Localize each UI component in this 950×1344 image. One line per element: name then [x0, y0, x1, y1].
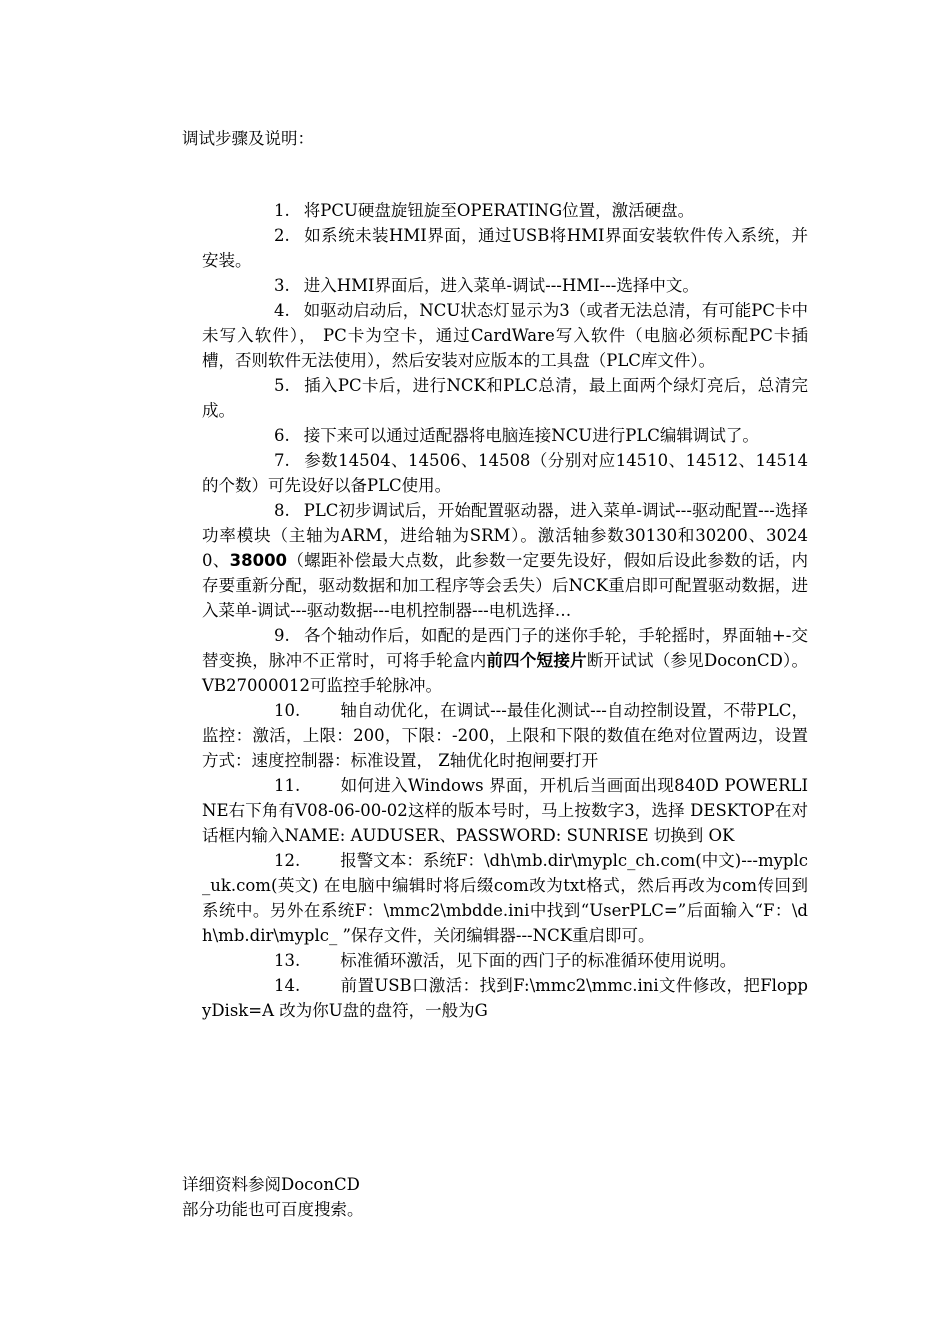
step-item	[202, 423, 808, 448]
step-number: 10.	[274, 701, 301, 720]
step-text: 插入PC卡后，进行NCK和PLC总清，最上面两个绿灯亮后，总清完成。	[202, 376, 808, 420]
step-item	[202, 273, 808, 298]
step-number: 9.	[274, 626, 290, 645]
step-number: 4.	[274, 301, 290, 320]
step-item	[202, 223, 808, 273]
step-number: 5.	[274, 376, 290, 395]
step-item	[202, 773, 808, 848]
document-title: 调试步骤及说明：	[182, 129, 314, 148]
step-item	[202, 498, 808, 623]
step-number: 11.	[274, 776, 301, 795]
step-text: 标准循环激活，见下面的西门子的标准循环使用说明。	[340, 951, 737, 970]
step-bold-text: 38000	[229, 551, 288, 570]
step-number: 3.	[274, 276, 290, 295]
step-number: 7.	[274, 451, 290, 470]
footer-line: 部分功能也可百度搜索。	[182, 1200, 364, 1219]
step-item	[202, 973, 808, 1023]
steps-list	[202, 198, 808, 1023]
step-number: 8.	[274, 501, 290, 520]
step-bold-text: 前四个短接片	[486, 651, 587, 670]
step-text: 报警文本：系统F：\dh\mb.dir\myplc_ch.com(中文)---myplc_uk.com(英文) 在电脑中编辑时将后缀com改为txt格式，然后再改为com传回到系统中。另外在系统F：\mmc2\mbdde.ini中找到“UserPLC=”后面输入“F：\dh\mb.dir\myplc_ ”保存文件，关闭编辑器---NCK重启即可。	[202, 851, 808, 945]
step-item	[202, 298, 808, 373]
step-text: 轴自动优化，在调试---最佳化测试---自动控制设置，不带PLC，监控：激活，上限：200，下限：-200，上限和下限的数值在绝对位置两边，设置方式：速度控制器：标准设置， Z轴优化时抱闸要打开	[202, 701, 808, 770]
footer-line: 详细资料参阅DoconCD	[182, 1175, 360, 1194]
step-number: 2.	[274, 226, 290, 245]
step-text: 将PCU硬盘旋钮旋至OPERATING位置，激活硬盘。	[303, 201, 695, 220]
step-item	[202, 698, 808, 773]
step-text: 参数14504、14506、14508（分别对应14510、14512、14514的个数）可先设好以备PLC使用。	[202, 451, 808, 495]
step-item	[202, 848, 808, 948]
step-number: 14.	[274, 976, 301, 995]
step-text: 各个轴动作后，如配的是西门子的迷你手轮，手轮摇时，界面轴+-交替变换，脉冲不正常时，可将手轮盒内	[202, 626, 808, 670]
step-number: 12.	[274, 851, 301, 870]
step-item	[202, 373, 808, 423]
footer-notes	[182, 1172, 364, 1222]
step-number: 6.	[274, 426, 290, 445]
step-text: 前置USB口激活：找到F:\mmc2\mmc.ini文件修改，把FloppyDisk=A 改为你U盘的盘符，一般为G	[202, 976, 808, 1020]
step-text: （螺距补偿最大点数，此参数一定要先设好，假如后设此参数的话，内存要重新分配，驱动数据和加工程序等会丢失）后NCK重启即可配置驱动数据，进入菜单-调试---驱动数据---电机控制器---电机选择…	[202, 551, 809, 620]
step-text: 进入HMI界面后，进入菜单-调试---HMI---选择中文。	[303, 276, 699, 295]
step-text: 如驱动启动后，NCU状态灯显示为3（或者无法总清，有可能PC卡中未写入软件）， PC卡为空卡，通过CardWare写入软件（电脑必须标配PC卡插槽，否则软件无法使用），然后安装对应版本的工具盘（PLC库文件）。	[202, 301, 808, 370]
step-item	[202, 448, 808, 498]
step-text: 断开试试（参见DoconCD）。VB27000012可监控手轮脉冲。	[202, 651, 809, 695]
step-item	[202, 623, 808, 698]
step-number: 13.	[274, 951, 301, 970]
step-item	[202, 198, 808, 223]
step-text: 如系统未装HMI界面，通过USB将HMI界面安装软件传入系统，并安装。	[202, 226, 808, 270]
step-item	[202, 948, 808, 973]
step-text: PLC初步调试后，开始配置驱动器，进入菜单-调试---驱动配置---选择功率模块（主轴为ARM，进给轴为SRM）。激活轴参数30130和30200、30240、	[202, 501, 808, 570]
step-text: 接下来可以通过适配器将电脑连接NCU进行PLC编辑调试了。	[303, 426, 759, 445]
step-text: 如何进入Windows 界面，开机后当画面出现840D POWERLINE右下角有V08-06-00-02这样的版本号时，马上按数字3，选择 DESKTOP在对话框内输入NAME: AUDUSER、PASSWORD: SUNRISE 切换到 OK	[202, 776, 808, 845]
step-number: 1.	[274, 201, 290, 220]
